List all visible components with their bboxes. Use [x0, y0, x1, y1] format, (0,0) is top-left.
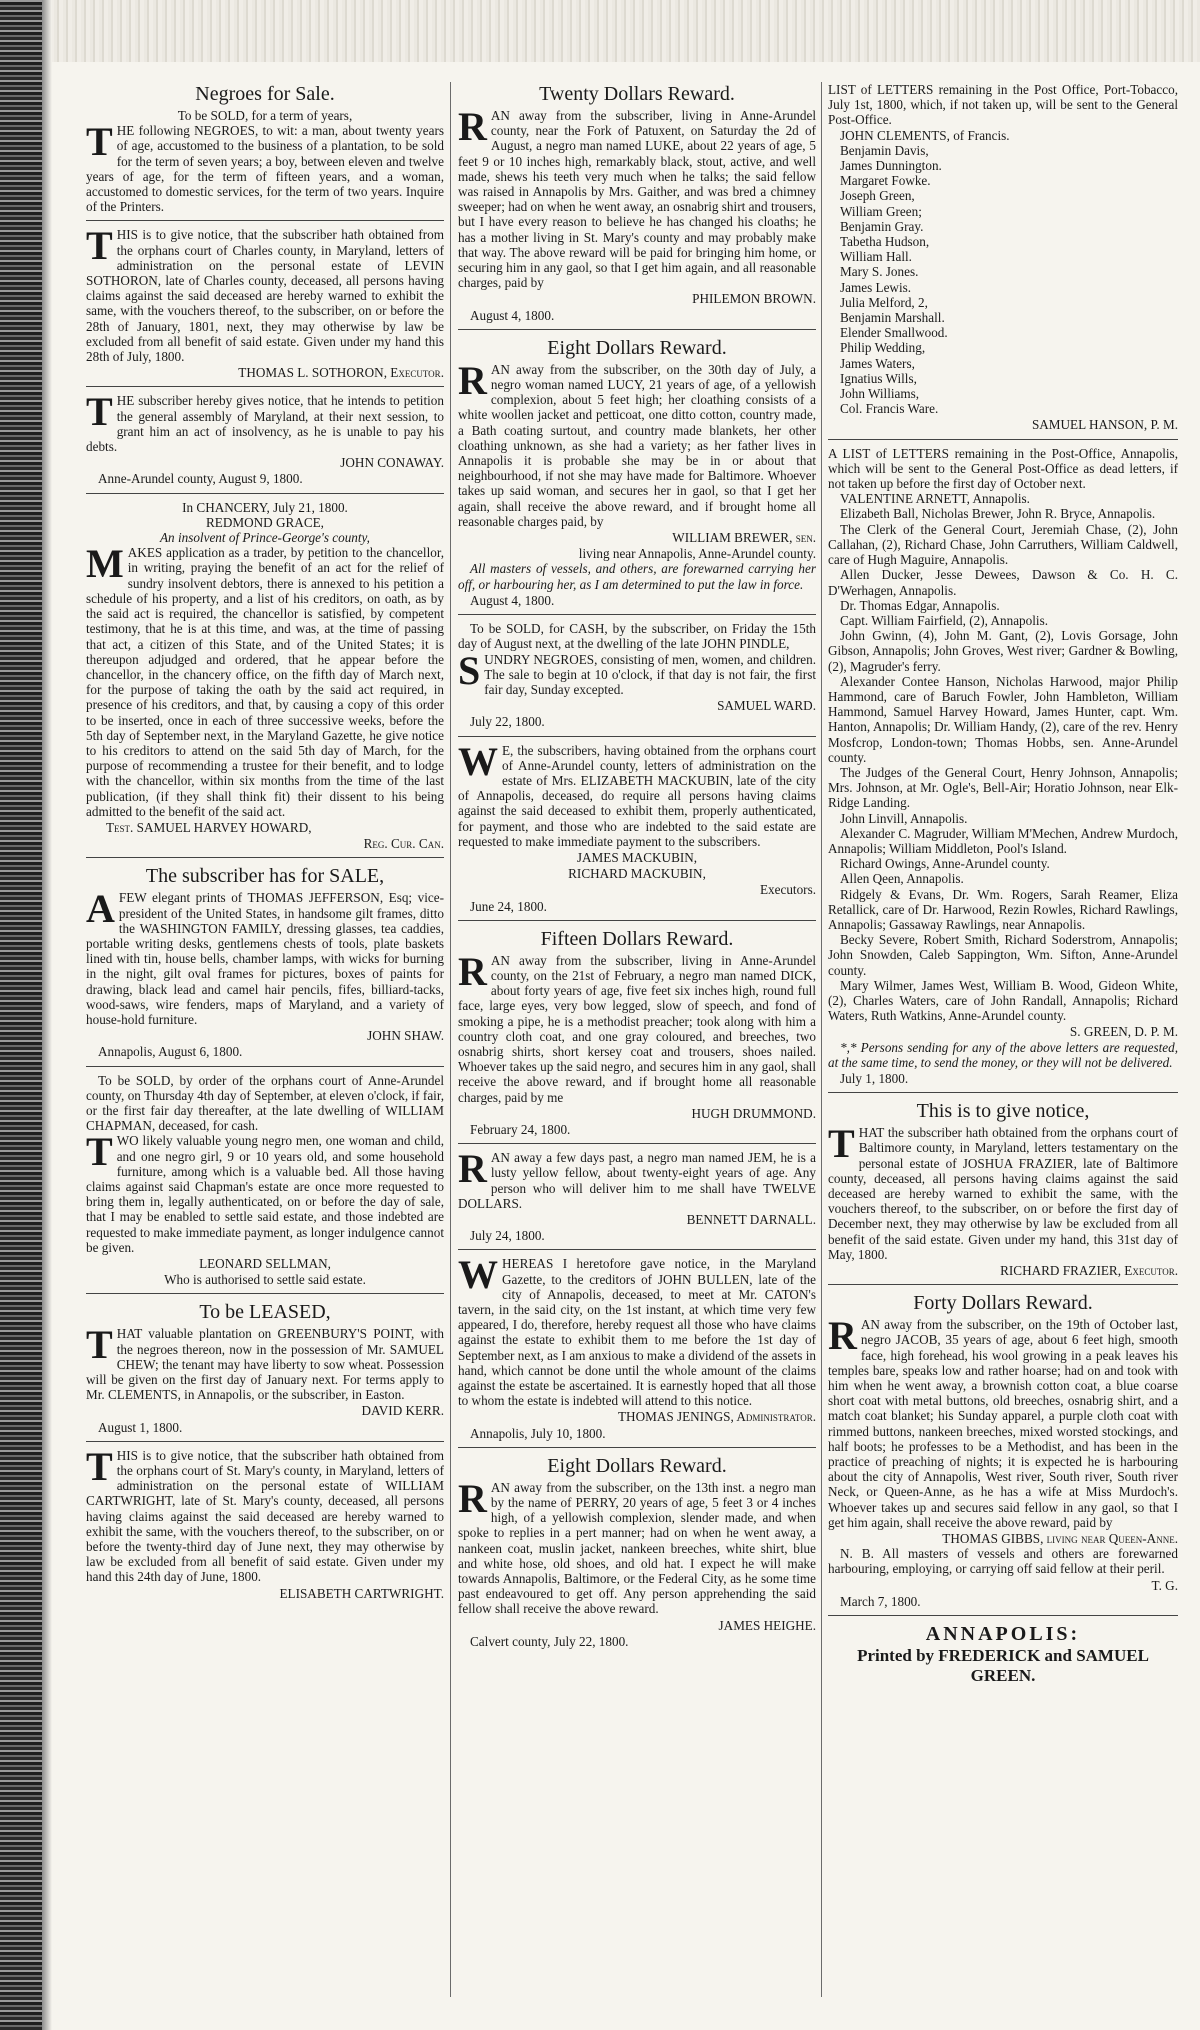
- list-heading: A LIST of LETTERS remaining in the Post-Office, Annapolis, which will be sent to the General Post-Office as dead letters, if not taken up before the first day of October next.: [828, 445, 1178, 492]
- ad-signature: Who is authorised to settle said estate.: [164, 1272, 366, 1288]
- ad-body: THE following NEGROES, to wit: a man, about twenty years of age, accustomed to the business of a plantation, to be sold for the term of seven years; a boy, between eleven and twelve years of age, for the term of fifteen years, and a woman, accustomed to domestic services, for the term of two years. Inquire of the Printers.: [86, 119, 444, 215]
- ad-body: RAN away a few days past, a negro man named JEM, he is a lusty yellow fellow, about twenty-eight years of age. Any person who will deliver him to me shall have TWELVE DOLLARS.: [458, 1146, 816, 1211]
- letter-entry: Allen Ducker, Jesse Dewees, Dawson & Co. H. C. D'Werhagen, Annapolis.: [828, 567, 1178, 598]
- ad-signature: THOMAS GIBBS, living near Queen-Anne.: [942, 1531, 1178, 1547]
- ad-date: July 1, 1800.: [840, 1071, 909, 1086]
- ad-signature-role: Executors.: [759, 882, 816, 898]
- ad-chancery: [86, 500, 444, 852]
- page-top-edge: [0, 0, 1200, 62]
- letter-entry: Elender Smallwood.: [840, 325, 948, 341]
- ad-title: To be LEASED,: [199, 1301, 331, 1324]
- ad-signature: HUGH DRUMMOND.: [691, 1105, 816, 1121]
- imprint-printers: Printed by FREDERICK and SAMUEL GREEN.: [857, 1646, 1149, 1686]
- ad-subtitle: An insolvent of Prince-George's county,: [160, 530, 370, 546]
- ad-eight-dollars-perry: [458, 1454, 816, 1649]
- letter-entry: Elizabeth Ball, Nicholas Brewer, John R. Bryce, Annapolis.: [840, 506, 1156, 522]
- column-rule-1: [450, 82, 451, 1997]
- ad-title: Fifteen Dollars Reward.: [540, 927, 734, 950]
- imprint-city: ANNAPOLIS:: [925, 1623, 1081, 1646]
- ad-title: Negroes for Sale.: [195, 83, 335, 105]
- divider: [828, 439, 1178, 440]
- letter-entry: John Linvill, Annapolis.: [840, 810, 968, 826]
- ad-body: THIS is to give notice, that the subscriber hath obtained from the orphans court of Charles county, in Maryland, letters of administration on the personal estate of LEVIN SOTHORON, late of Charles county, deceased, all persons having claims against the said deceased are hereby warned to exhibit the same, with the vouchers thereof, to the subscriber, on or before the 28th of January, 1801, next, they may otherwise by law be excluded from all benefit of said estate. Given under my hand this 28th of July, 1800.: [86, 223, 444, 365]
- ad-body: To be SOLD, for CASH, by the subscriber, on Friday the 15th day of August next, at the dwelling of the late JOHN PINDLE,: [458, 621, 816, 652]
- letter-entry: Julia Melford, 2,: [840, 294, 928, 310]
- ad-signature: ELISABETH CARTWRIGHT.: [279, 1585, 444, 1601]
- divider: [86, 1441, 444, 1442]
- ad-negroes-for-sale: [86, 82, 444, 214]
- letters-list: [828, 491, 1178, 1023]
- letter-entry: Mary Wilmer, James West, William B. Wood, Gideon White, (2), Charles Waters, care of John Randall, Annapolis; Richard Waters, Ruth Watkins, Anne-Arundel county.: [828, 977, 1178, 1024]
- letter-entry: James Lewis.: [840, 279, 912, 295]
- ad-twenty-dollars: [458, 82, 816, 323]
- ad-body: RAN away from the subscriber, on the 19th of October last, negro JACOB, 35 years of age, about 6 feet high, smooth face, high forehead, his wool growing in a peak leaves his temples bare, speaks low and rather hoarse; had on and took with him when he went away, a brownish cotton coat, a blue coarse short coat with metal buttons, old breeches, osnabrig shirt, and a match coat blanket; his Sunday apparel, a purple cloth coat with rimmed buttons, nankeen breeches, mixed worsted stockings, and half boots; he professes to be a Methodist, and has been in the practice of preaching of nights; it is expected he is harbouring about the city of Annapolis, West river, South river, South river Neck, or Queen-Anne, as he has a wife at Miss Murdoch's. Whoever takes up and secures said fellow in any gaol, so that I get him again, shall receive the above reward, paid by: [828, 1313, 1178, 1530]
- letter-entry: James Dunnington.: [840, 158, 942, 174]
- ad-date: Annapolis, July 10, 1800.: [470, 1425, 606, 1441]
- ad-to-be-leased: [86, 1300, 444, 1434]
- divider: [86, 220, 444, 221]
- ad-fifteen-dollars: [458, 927, 816, 1137]
- ad-date: March 7, 1800.: [840, 1593, 921, 1609]
- divider: [458, 1447, 816, 1448]
- ad-signature: LEONARD SELLMAN,: [199, 1256, 331, 1272]
- ad-date: August 1, 1800.: [98, 1419, 183, 1435]
- column-rule-2: [821, 82, 822, 1997]
- ad-body: RAN away from the subscriber, living in Anne-Arundel county, on the 21st of February, a negro man named DICK, about forty years of age, five feet six inches high, round full face, large eyes, very bow legged, slow of speech, and fond of smoking a pipe, he is a methodist preacher; took along with him a country cloth coat, and one gray coloured, and breeches, two osnabrig shirts, short kersey coat and trousers, shoes nailed. Whoever takes up the said negro, and secures him in any gaol, shall receive the above reward, and if brought home all reasonable charges, paid by me: [458, 948, 816, 1105]
- ad-title: This is to give notice,: [916, 1100, 1090, 1123]
- column-1: [86, 82, 444, 1607]
- ad-signature: RICHARD MACKUBIN,: [568, 866, 706, 882]
- ad-body: RAN away from the subscriber, on the 30th day of July, a negro woman named LUCY, 21 years of age, of a yellowish complexion, about 5 feet high; her cloathing consists of a white woollen jacket and petticoat, one ditto cotton, country made, a Bath coating surtout, and country made blankets, her other cloathing unknown, as she had a variety; as her father lives in Annapolis it is probable she may be in or about that neighbourhood, if not she may have made for Baltimore. Whoever takes up said woman, and secures her in gaol, so that I get her again, shall receive the above reward, and if brought home all reasonable charges paid, by: [458, 357, 816, 529]
- ad-date: July 22, 1800.: [470, 714, 545, 730]
- ad-signature: WILLIAM BREWER, sen.: [672, 530, 816, 546]
- letter-entry: VALENTINE ARNETT, Annapolis.: [840, 491, 1030, 507]
- ad-darnall: [458, 1146, 816, 1244]
- letters-list: [828, 128, 1178, 417]
- ad-body: AFEW elegant prints of THOMAS JEFFERSON, Esq; vice-president of the United States, in handsome gilt frames, ditto the WASHINGTON FAMILY, dressing glasses, tea caddies, portable writing desks, gentlemens chests of tools, plate baskets lined with tin, house bells, chamber lamps, with wicks for burning in the night, gilt oval frames for pictures, boxes of paints for drawing, black lead and camel hair pencils, fifes, billiard-tacks, wood-saws, wire fenders, maps of Maryland, and a variety of house-hold furniture.: [86, 886, 444, 1027]
- ad-conaway-notice: [86, 389, 444, 487]
- letter-entry: Benjamin Davis,: [840, 142, 929, 158]
- ad-signature: RICHARD FRAZIER, Executor.: [1000, 1263, 1178, 1279]
- ad-date: Annapolis, August 6, 1800.: [98, 1044, 243, 1060]
- letter-entry: Capt. William Fairfield, (2), Annapolis.: [840, 612, 1048, 628]
- ad-title: The subscriber has for SALE,: [145, 865, 385, 888]
- ad-signature: living near Annapolis, Anne-Arundel county.: [578, 546, 816, 562]
- ad-signature: JAMES MACKUBIN,: [576, 849, 698, 865]
- ad-body: THAT valuable plantation on GREENBURY'S POINT, with the negroes thereon, now in the possession of Mr. SAMUEL CHEW; the tenant may have liberty to sow wheat. Possession will be given on the first day of January next. For terms apply to Mr. CLEMENTS, in Annapolis, or the subscriber, in Easton.: [86, 1322, 444, 1403]
- ad-signature: PHILEMON BROWN.: [692, 291, 816, 307]
- letter-entry: Becky Severe, Robert Smith, Richard Soderstrom, Annapolis; John Snowden, Caleb Sappington, Wm. Sifton, Anne-Arundel county.: [828, 932, 1178, 978]
- letter-entry: Benjamin Marshall.: [840, 310, 945, 326]
- letter-entry: The Clerk of the General Court, Jeremiah Chase, (2), John Callahan, (2), Richard Chase, John Carruthers, William Caldwell, care of Hugh Maguire, Annapolis.: [828, 521, 1178, 568]
- divider: [828, 1284, 1178, 1285]
- letter-entry: Richard Owings, Anne-Arundel county.: [840, 856, 1050, 872]
- letter-entry: Benjamin Gray.: [840, 218, 924, 234]
- ad-signature: Reg. Cur. Can.: [363, 836, 444, 852]
- ad-subtitle: REDMOND GRACE,: [206, 514, 324, 530]
- imprint: [828, 1622, 1178, 1686]
- divider: [458, 920, 816, 921]
- ad-note: N. B. All masters of vessels and others are forewarned harbouring, employing, or carrying off said fellow at their peril.: [828, 1546, 1178, 1577]
- ad-letters-port-tobacco: [828, 82, 1178, 433]
- ad-cartwright-notice: [86, 1443, 444, 1601]
- ad-signature: JOHN SHAW.: [367, 1028, 444, 1044]
- ad-signature: JAMES HEIGHE.: [718, 1617, 816, 1633]
- column-2: [458, 82, 816, 1655]
- ad-signature: S. GREEN, D. P. M.: [1069, 1024, 1178, 1040]
- letter-entry: Alexander Contee Hanson, Nicholas Harwood, major Philip Hammond, care of Baruch Fowler, John Hambleton, William Hammond, Samuel Harvey Howard, James Hunter, capt. Wm. Hanton, Annapolis; Dr. William Handy, (2), care of the rev. Henry Mosfcrop, London-town; Thomas Hobbs, sen. Anne-Arundel county.: [828, 673, 1178, 765]
- divider: [458, 736, 816, 737]
- ad-eight-dollars-lucy: [458, 336, 816, 608]
- ad-body: THE subscriber hereby gives notice, that he intends to petition the general assembly of Maryland, at their next session, to grant him an act of insolvency, as he is unable to pay his debts.: [86, 389, 444, 455]
- letter-entry: William Hall.: [840, 249, 912, 265]
- divider: [458, 329, 816, 330]
- ad-signature: Test. SAMUEL HARVEY HOWARD,: [106, 819, 312, 835]
- ad-body: WHEREAS I heretofore gave notice, in the Maryland Gazette, to the creditors of JOHN BULLEN, late of the city of Annapolis, deceased, to meet at Mr. CATON's tavern, in the said city, on the 1st instant, at which time very few appeared, I do, therefore, hereby request all those who have claims against the estate to exhibit them to me before the 1st day of September next, as I am anxious to make a dividend of the assets in hand, which cannot be done until the whole amount of the claims against the estate be ascertained. It is earnestly hoped that all those to whom the estate is indebted will attend to this notice.: [458, 1252, 816, 1409]
- divider: [458, 1143, 816, 1144]
- letter-entry: Joseph Green,: [840, 188, 915, 204]
- ad-date: July 24, 1800.: [470, 1228, 545, 1244]
- letter-entry: Philip Wedding,: [840, 340, 926, 356]
- ad-body: RAN away from the subscriber, on the 13th inst. a negro man by the name of PERRY, 20 years of age, 5 feet 3 or 4 inches high, of a yellowish complexion, slender made, and when spoke to replies in a pert manner; had on when he went away, a nankeen coat, muslin jacket, nankeen breeches, white shirt, blue and white hose, old shoes, and old hat. I expect he will make towards Annapolis, Baltimore, or the Federal City, as he some time past endeavoured to get off. Any person apprehending the said fellow shall receive the above reward.: [458, 1475, 816, 1617]
- ad-note: All masters of vessels, and others, are forewarned carrying her off, or harbouring her, as I am determined to put the law in force.: [458, 561, 816, 592]
- ad-signature: THOMAS JENINGS, Administrator.: [618, 1409, 816, 1425]
- ad-date: Calvert county, July 22, 1800.: [470, 1633, 629, 1649]
- letter-entry: Allen Qeen, Annapolis.: [840, 871, 964, 887]
- letter-entry: Ridgely & Evans, Dr. Wm. Rogers, Sarah Reamer, Eliza Retallick, care of Dr. Harwood, Rezin Rowles, Richard Rawlings, Annapolis; Gassaway Rawlings, near Annapolis.: [828, 886, 1178, 932]
- ad-note: *,* Persons sending for any of the above letters are requested, at the same time, to send the money, or they will not be delivered.: [828, 1039, 1178, 1070]
- ad-body: TWO likely valuable young negro men, one woman and child, and one negro girl, 9 or 10 years old, and some household furniture, among which is a valuable bed. All those having claims against said Chapman's estate are once more requested to bring them in, legally authenticated, on or before the day of sale, that I may be enabled to settle said estate, and those indebted are requested to make immediate payment, as longer indulgence cannot be given.: [86, 1129, 444, 1255]
- divider: [828, 1092, 1178, 1093]
- ad-signature: BENNETT DARNALL.: [686, 1212, 816, 1227]
- binding-shadow: [42, 0, 52, 2030]
- ad-signature: THOMAS L. SOTHORON, Executor.: [238, 365, 444, 381]
- ad-body: To be SOLD, by order of the orphans court of Anne-Arundel county, on Thursday 4th day of September, at eleven o'clock, if fair, or the first fair day thereafter, at the late dwelling of WILLIAM CHAPMAN, deceased, for cash.: [86, 1072, 444, 1134]
- ad-forty-dollars: [828, 1291, 1178, 1609]
- letter-entry: William Green;: [840, 203, 922, 219]
- letter-entry: John Gwinn, (4), John M. Gant, (2), Lovis Gorsage, John Gibson, Annapolis; John Groves, West river; Gardner & Bowling, (2), Magruder's ferry.: [828, 628, 1178, 674]
- ad-letters-annapolis: [828, 446, 1178, 1087]
- ad-body: RAN away from the subscriber, living in Anne-Arundel county, near the Fork of Patuxent, on Saturday the 2d of August, a negro man named LUKE, about 22 years of age, 5 feet 9 or 10 inches high, remarkably black, stout, active, and well made, shews his teeth very much when he talks; the said fellow was raised in Annapolis by Mrs. Gaither, and was bred a chimney sweeper; had on when he went away, an osnabrig shirt and trousers, but I have every reason to believe he has changed his cloaths; he has a mother living in St. Mary's county and may probably make that way. The above reward will be paid for bringing him home, or securing him in any gaol, so that I get him again, and all reasonable charges, paid by: [458, 104, 816, 291]
- divider: [86, 857, 444, 858]
- letter-entry: James Waters,: [840, 355, 915, 371]
- ad-subtitle: In CHANCERY, July 21, 1800.: [182, 499, 348, 515]
- ad-date: February 24, 1800.: [470, 1121, 571, 1137]
- ad-signature: JOHN CONAWAY.: [340, 455, 444, 471]
- ad-body: WE, the subscribers, having obtained from the orphans court of Anne-Arundel county, letters of administration on the estate of Mrs. ELIZABETH MACKUBIN, late of the city of Annapolis, deceased, do require all persons having claims against the said deceased to exhibit them, properly authenticated, for payment, and those who are indebted to the said estate are requested to make immediate payment to the subscribers.: [458, 738, 816, 849]
- divider: [86, 1066, 444, 1067]
- letter-entry: Margaret Fowke.: [840, 173, 931, 189]
- ad-ward-sale: [458, 621, 816, 729]
- ad-date: August 4, 1800.: [470, 592, 555, 608]
- letter-entry: JOHN CLEMENTS, of Francis.: [840, 127, 1010, 143]
- divider: [86, 1293, 444, 1294]
- divider: [458, 614, 816, 615]
- ad-title: Eight Dollars Reward.: [547, 336, 727, 359]
- letter-entry: John Williams,: [840, 386, 920, 402]
- ad-frazier-notice: [828, 1099, 1178, 1278]
- ad-mackubin-notice: [458, 738, 816, 914]
- ad-subtitle: To be SOLD, for a term of years,: [177, 108, 353, 123]
- letter-entry: Ignatius Wills,: [840, 370, 917, 386]
- letter-entry: Col. Francis Ware.: [840, 401, 939, 417]
- letter-entry: Alexander C. Magruder, William M'Mechen, Andrew Murdoch, Annapolis; William Middleton, Pool's Island.: [828, 825, 1178, 856]
- ad-body: MAKES application as a trader, by petition to the chancellor, in writing, praying the benefit of an act for the relief of sundry insolvent debtors, there is annexed to his petition a schedule of his property, and a list of his creditors, on oath, as by the said act is required, the chancellor is satisfied, by competent testimony, that he is at this time, and was, at the time of passing that act, a citizen of this State, and of the United States; it is thereupon adjudged and ordered, that he appear before the chancellor, in the chancery office, on the fifth day of March next, for the purpose of taking the oath by the said act required, in presence of his creditors, and that, by causing a copy of this order to be inserted, once in each of three successive weeks, before the 5th day of September next, in the Maryland Gazette, he give notice to his creditors to attend on the said 5th day of March, for the purpose of recommending a trustee for their benefit, and to lodge with the chancellor, within six months from the time of the last publication, (if they shall think fit) their dissent to his being admitted to the benefit of the said act.: [86, 541, 444, 819]
- ad-shaw-sale: [86, 864, 444, 1059]
- column-3: [828, 82, 1178, 1686]
- divider: [828, 1615, 1178, 1616]
- letter-entry: Mary S. Jones.: [840, 264, 919, 280]
- ad-sothoron-notice: [86, 223, 444, 381]
- letter-entry: Tabetha Hudson,: [840, 234, 930, 250]
- list-heading: LIST of LETTERS remaining in the Post Office, Port-Tobacco, July 1st, 1800, which, if not taken up, will be sent to the General Post-Office.: [828, 82, 1178, 128]
- ad-signature: DAVID KERR.: [361, 1403, 444, 1419]
- letter-entry: The Judges of the General Court, Henry Johnson, Annapolis; Mrs. Johnson, at Mr. Ogle's, Bell-Air; Horatio Johnson, near Elk-Ridge Landing.: [828, 764, 1178, 811]
- ad-title: Forty Dollars Reward.: [913, 1292, 1093, 1315]
- ad-body: THIS is to give notice, that the subscriber hath obtained from the orphans court of St. Mary's county, in Maryland, letters of administration on the personal estate of WILLIAM CARTWRIGHT, late of St. Mary's county, deceased, all persons having claims against the said deceased are hereby warned to exhibit the same, with the vouchers thereof, to the subscriber, on or before the twenty-third day of June next, they may otherwise by law be excluded from all benefit of said estate. Given under my hand this 24th day of June, 1800.: [86, 1443, 444, 1585]
- ad-body: SUNDRY NEGROES, consisting of men, women, and children. The sale to begin at 10 o'clock, if that day is not fair, the first fair day, Sunday excepted.: [458, 647, 816, 697]
- ad-signature: SAMUEL HANSON, P. M.: [1031, 417, 1178, 433]
- ad-date: Anne-Arundel county, August 9, 1800.: [98, 471, 303, 487]
- divider: [86, 493, 444, 494]
- divider: [86, 386, 444, 387]
- letter-entry: Dr. Thomas Edgar, Annapolis.: [840, 597, 1000, 613]
- ad-signature: T. G.: [1151, 1577, 1178, 1593]
- ad-date: June 24, 1800.: [470, 898, 547, 914]
- divider: [458, 1249, 816, 1250]
- ad-title: Eight Dollars Reward.: [547, 1454, 727, 1477]
- binding-edge: [0, 0, 42, 2030]
- ad-date: August 4, 1800.: [470, 307, 555, 323]
- ad-sellman-sale: [86, 1073, 444, 1288]
- ad-body: THAT the subscriber hath obtained from the orphans court of Baltimore county, in Maryland, letters testamentary on the personal estate of JOSHUA FRAZIER, late of Baltimore county, deceased, all persons having claims against the said deceased are hereby warned to exhibit the same, with the vouchers thereof, to the subscriber, on or before the first day of December next, they may otherwise by law be excluded from all benefit of the said estate. Given under my hand, this 31st day of May, 1800.: [828, 1121, 1178, 1262]
- ad-signature: SAMUEL WARD.: [717, 698, 816, 714]
- ad-title: Twenty Dollars Reward.: [539, 83, 735, 105]
- ad-jenings-notice: [458, 1252, 816, 1441]
